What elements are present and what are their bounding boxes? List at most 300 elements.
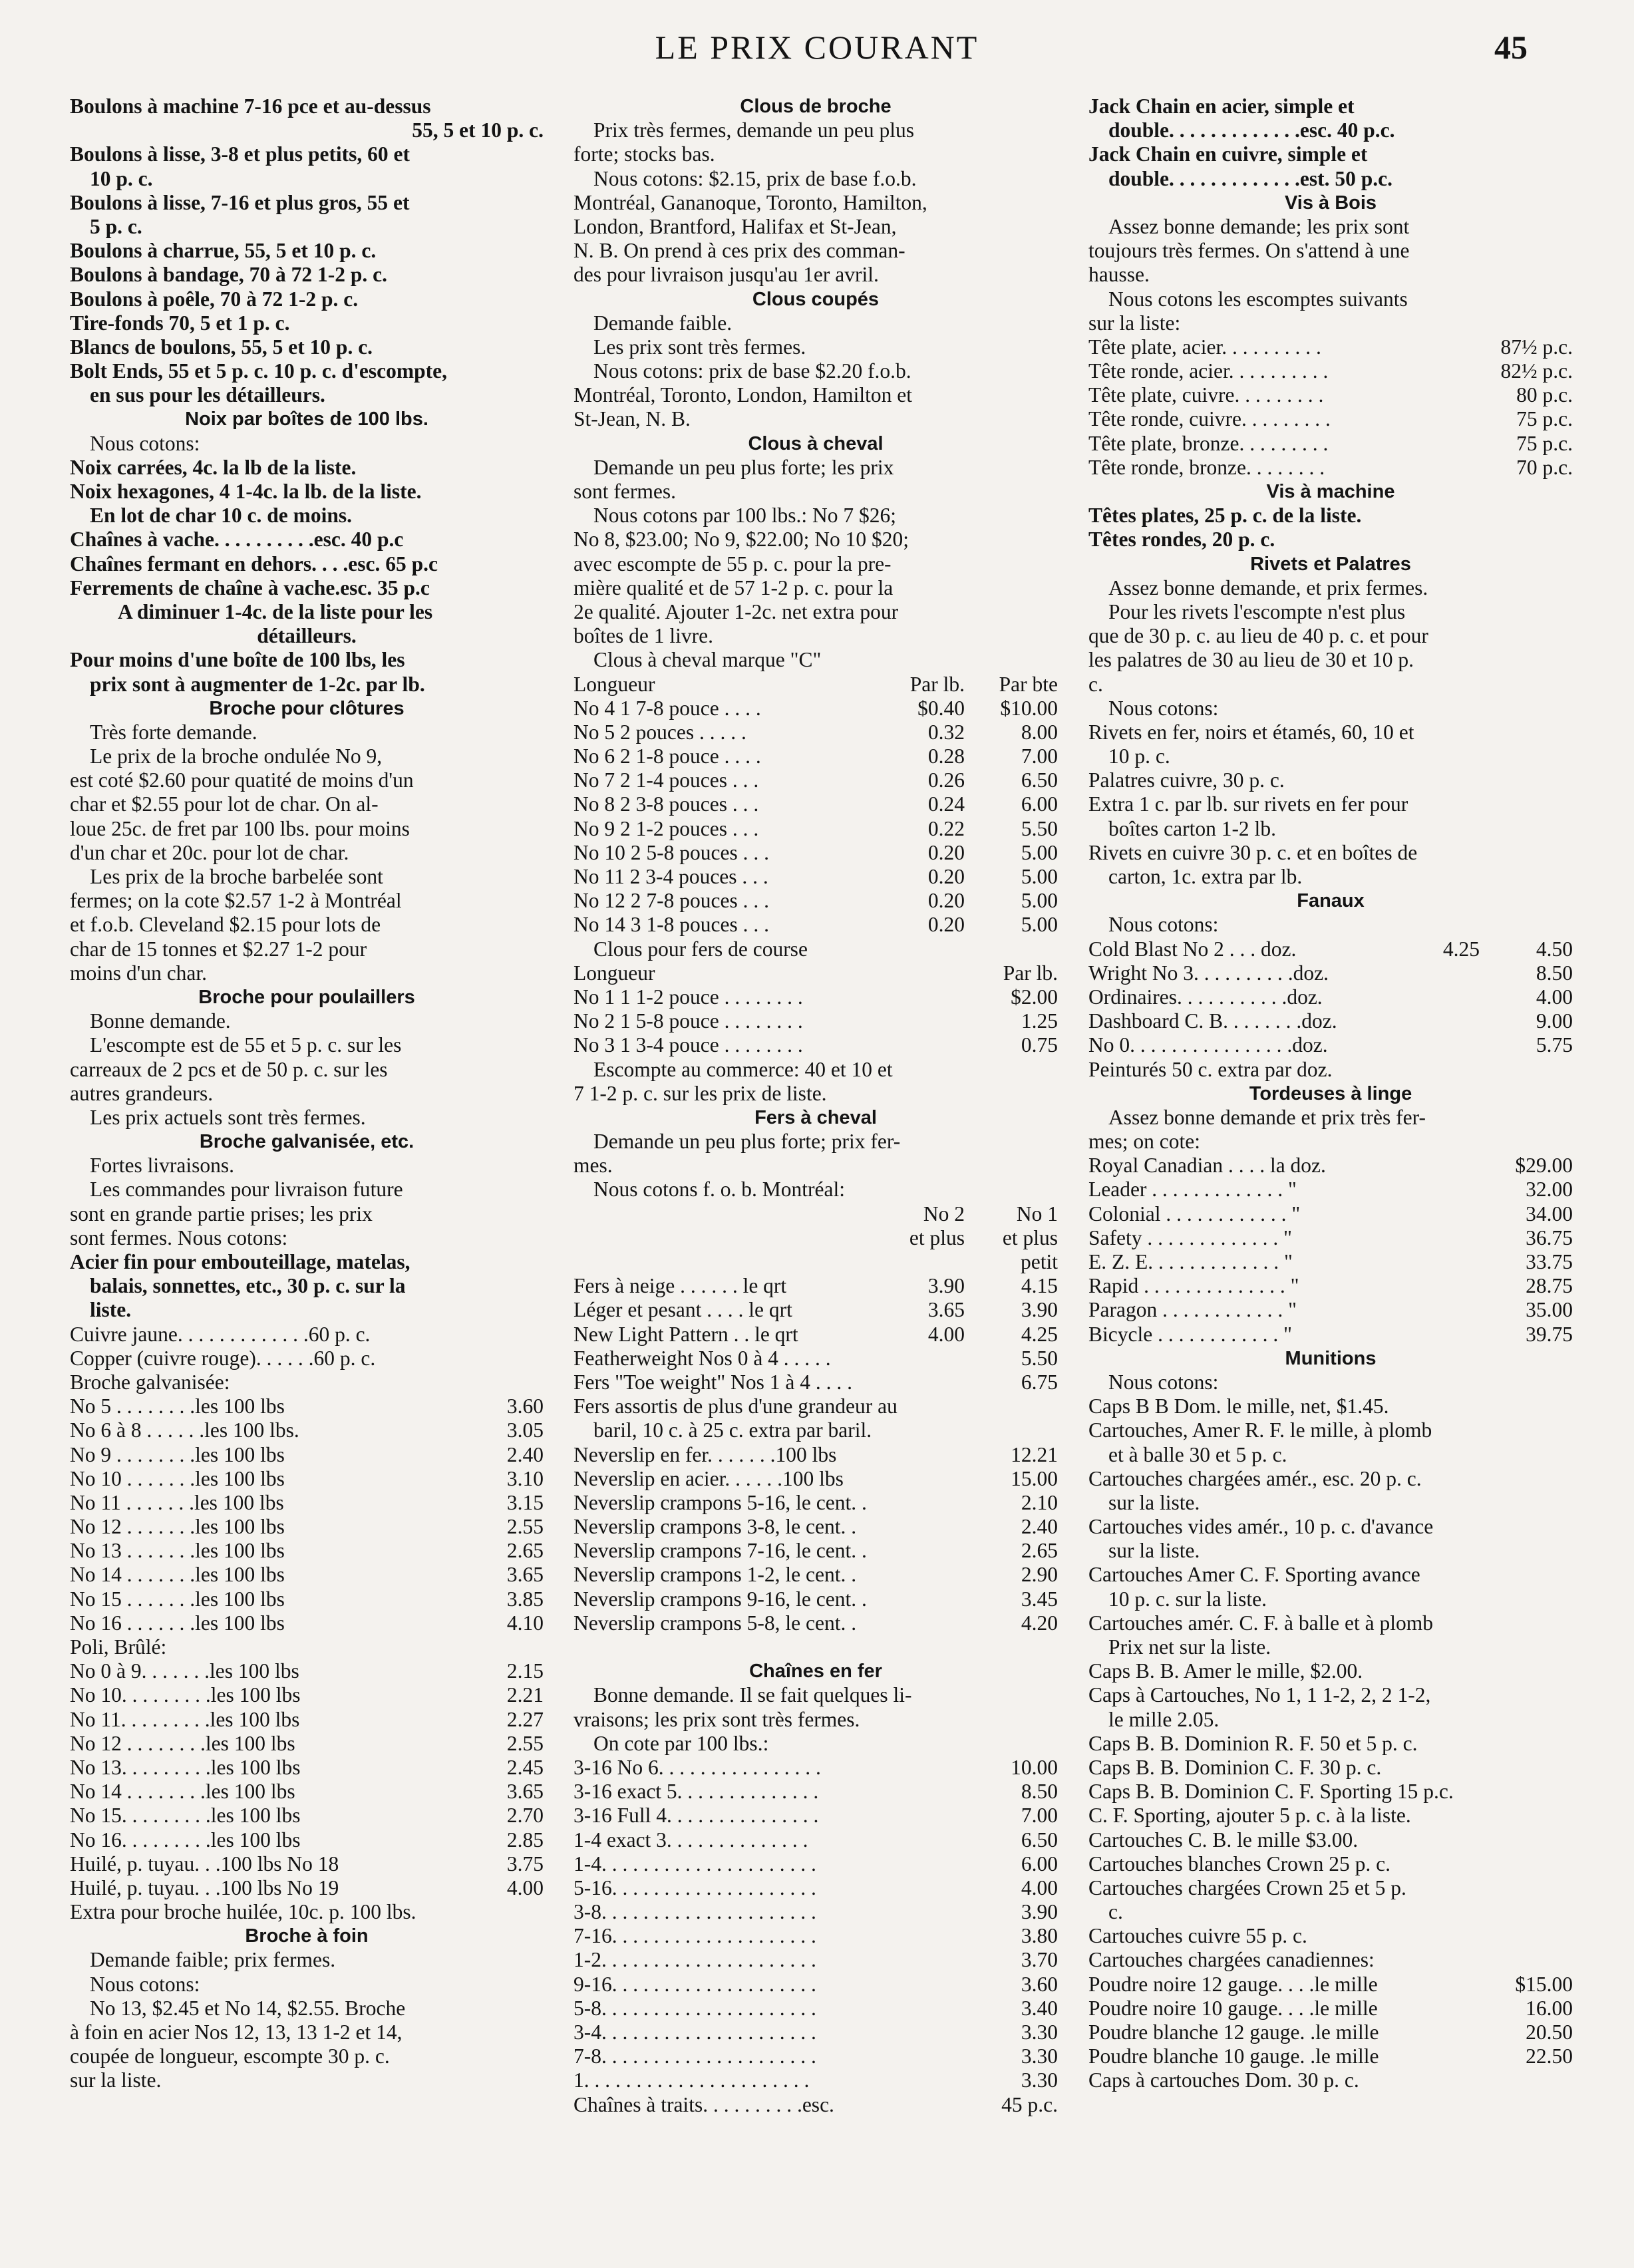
text-line: N. B. On prend à ces prix des comman- (573, 239, 905, 263)
price-value: 75 p.c. (1516, 407, 1573, 431)
text-line: Rivets en cuivre 30 p. c. et en boîtes de (1088, 840, 1418, 864)
item-label: No 5 . . . . . . . .les 100 lbs (70, 1394, 285, 1418)
item-label: Neverslip crampons 5-16, le cent. . (573, 1490, 867, 1514)
text-line: Assez bonne demande et prix très fer- (1108, 1105, 1426, 1129)
price-value: 2.65 (506, 1539, 544, 1563)
price-value-alt: 8.00 (1021, 720, 1058, 744)
item-label: 1. . . . . . . . . . . . . . . . . . . . . . (573, 2068, 810, 2092)
price-row (70, 1732, 544, 1756)
price-value: 2.70 (506, 1804, 544, 1828)
text-line: forte; stocks bas. (573, 142, 715, 166)
text-line: Copper (cuivre rouge). . . . . .60 p. c. (70, 1346, 376, 1370)
item-label: 3-16 exact 5. . . . . . . . . . . . . . (573, 1780, 819, 1804)
item-label: No 0. . . . . . . . . . . . . . . .doz. (1088, 1033, 1328, 1057)
text-line: Noix carrées, 4c. la lb de la liste. (70, 455, 357, 479)
text-line: avec escompte de 55 p. c. pour la pre- (573, 552, 892, 575)
item-label: No 12 . . . . . . . .les 100 lbs (70, 1731, 295, 1755)
text-line: 55, 5 et 10 p. c. (412, 118, 544, 142)
text-line: Nous cotons: (1108, 1370, 1219, 1394)
text-line: Le prix de la broche ondulée No 9, (90, 744, 383, 768)
item-label: Chaînes à traits. . . . . . . . . .esc. (573, 2092, 834, 2116)
item-label: Tête ronde, acier. . . . . . . . . . (1088, 359, 1329, 383)
price-row (573, 913, 1058, 937)
price-row (1088, 2021, 1573, 2044)
text-line: loue 25c. de fret par 100 lbs. pour moins (70, 816, 410, 840)
price-value: 3.70 (1021, 1948, 1058, 1972)
price-row (70, 1804, 544, 1828)
price-row (573, 1033, 1058, 1057)
section-heading: Munitions (1285, 1347, 1377, 1369)
price-row (573, 697, 1058, 721)
item-label: 3-4. . . . . . . . . . . . . . . . . . . . . (573, 2021, 816, 2044)
price-row (1088, 1323, 1573, 1347)
price-row (1088, 335, 1573, 359)
text-line: sur la liste: (1088, 311, 1181, 335)
price-row (573, 1009, 1058, 1033)
text-line: Assez bonne demande, et prix fermes. (1108, 575, 1428, 599)
text-line: double. . . . . . . . . . . . .est. 50 p.c. (1108, 166, 1393, 190)
section-heading: Rivets et Palatres (1250, 553, 1411, 575)
text-line: sur la liste. (70, 2068, 162, 2092)
text-line: Très forte demande. (90, 720, 257, 744)
item-label: No 15 . . . . . . .les 100 lbs (70, 1587, 285, 1611)
text-line: Broche galvanisée: (70, 1370, 230, 1394)
price-row (573, 1997, 1058, 2021)
price-row (573, 1973, 1058, 1997)
item-label: No 6 à 8 . . . . . .les 100 lbs. (70, 1418, 299, 1442)
price-row (573, 1587, 1058, 1611)
text-line: 10 p. c. sur la liste. (1108, 1587, 1267, 1611)
item-label: No 6 2 1-8 pouce . . . . (573, 744, 761, 768)
price-row (573, 1250, 1058, 1274)
price-value: 4.00 (927, 1322, 965, 1346)
item-label: No 4 1 7-8 pouce . . . . (573, 696, 761, 720)
price-value: 45 p.c. (1001, 2092, 1058, 2116)
text-line: Nous cotons: (1108, 913, 1219, 937)
text-line: carton, 1c. extra par lb. (1108, 865, 1303, 888)
text-line: Boulons à lisse, 3-8 et plus petits, 60 et (70, 142, 410, 166)
text-line: Cartouches cuivre 55 p. c. (1088, 1924, 1307, 1948)
text-line: Montréal, Toronto, London, Hamilton et (573, 383, 913, 407)
price-value-alt: 5.00 (1021, 913, 1058, 937)
price-row (1088, 1298, 1573, 1322)
column-left (70, 94, 544, 2093)
text-line: 5 p. c. (90, 214, 142, 238)
price-row (70, 1394, 544, 1418)
text-line: Montréal, Gananoque, Toronto, Hamilton, (573, 190, 927, 214)
price-value: 22.50 (1526, 2044, 1573, 2068)
price-row (573, 1347, 1058, 1371)
item-label: No 13. . . . . . . . .les 100 lbs (70, 1755, 301, 1779)
price-value: 5.50 (1021, 1346, 1058, 1370)
text-line: autres grandeurs. (70, 1081, 214, 1105)
section-heading: Tordeuses à linge (1249, 1082, 1412, 1104)
price-value: 4.20 (1021, 1611, 1058, 1635)
item-label: New Light Pattern . . le qrt (573, 1322, 798, 1346)
text-line: sont en grande partie prises; les prix (70, 1202, 373, 1225)
text-line: sont fermes. Nous cotons: (70, 1225, 288, 1249)
section-heading: Broche pour clôtures (209, 697, 405, 719)
price-row (573, 1780, 1058, 1804)
price-row (1088, 432, 1573, 456)
price-value: 16.00 (1526, 1996, 1573, 2020)
price-row (1088, 1250, 1573, 1274)
price-row (70, 1756, 544, 1780)
price-row (573, 817, 1058, 841)
price-row (70, 1563, 544, 1587)
item-label (573, 1202, 865, 1226)
price-value: 0.32 (927, 720, 965, 744)
price-row (1088, 383, 1573, 407)
item-label: Cold Blast No 2 . . . doz. (1088, 937, 1297, 961)
price-row (573, 961, 1058, 985)
price-value: 82½ p.c. (1500, 359, 1573, 383)
price-row (1088, 985, 1573, 1009)
price-value: 0.20 (927, 865, 965, 888)
item-label: No 16. . . . . . . . .les 100 lbs (70, 1828, 301, 1852)
price-row (573, 1948, 1058, 1972)
text-line: Cartouches chargées amér., esc. 20 p. c. (1088, 1466, 1422, 1490)
item-label: E. Z. E. . . . . . . . . . . . . " (1088, 1250, 1293, 1273)
price-row (573, 673, 1058, 697)
item-label: Featherweight Nos 0 à 4 . . . . . (573, 1346, 831, 1370)
text-line: Nous cotons: prix de base $2.20 f.o.b. (593, 359, 911, 383)
price-row (1088, 407, 1573, 431)
text-line: et f.o.b. Cleveland $2.15 pour lots de (70, 913, 381, 937)
text-line: Palatres cuivre, 30 p. c. (1088, 768, 1285, 792)
text-line: Nous cotons: (90, 431, 200, 455)
text-line: Extra 1 c. par lb. sur rivets en fer pour (1088, 792, 1408, 816)
text-line: 7 1-2 p. c. sur les prix de liste. (573, 1081, 827, 1105)
item-label: No 2 1 5-8 pouce . . . . . . . . (573, 1009, 803, 1033)
text-line: toujours très fermes. On s'attend à une (1088, 239, 1410, 263)
price-row (1088, 1226, 1573, 1250)
text-line: Tire-fonds 70, 5 et 1 p. c. (70, 311, 290, 335)
price-value: 0.75 (1021, 1033, 1058, 1057)
price-value-alt: 5.00 (1021, 889, 1058, 913)
price-row (573, 1852, 1058, 1876)
item-label: No 0 à 9. . . . . . .les 100 lbs (70, 1659, 299, 1683)
price-value: 0.22 (927, 816, 965, 840)
text-line: Pour moins d'une boîte de 100 lbs, les (70, 648, 405, 672)
section-heading: Fers à cheval (754, 1106, 877, 1128)
text-line: Têtes plates, 25 p. c. de la liste. (1088, 504, 1362, 528)
price-row (573, 865, 1058, 889)
text-line: d'un char et 20c. pour lot de char. (70, 840, 349, 864)
price-value: 0.28 (927, 744, 965, 768)
item-label: No 14 3 1-8 pouces . . . (573, 913, 769, 937)
item-label: Ordinaires. . . . . . . . . . .doz. (1088, 985, 1323, 1009)
page-header (0, 28, 1634, 75)
price-row (1088, 1973, 1573, 1997)
item-label: Poudre noire 10 gauge. . . .le mille (1088, 1996, 1378, 2020)
text-line: Acier fin pour embouteillage, matelas, (70, 1250, 410, 1273)
price-row (573, 1298, 1058, 1322)
text-line: Prix net sur la liste. (1108, 1635, 1271, 1659)
price-row (1088, 1202, 1573, 1226)
text-line: Cartouches amér. C. F. à balle et à plomb (1088, 1611, 1433, 1635)
text-line: Têtes rondes, 20 p. c. (1088, 528, 1275, 552)
section-heading: Broche galvanisée, etc. (199, 1131, 414, 1153)
item-label: Longueur (573, 672, 655, 696)
text-line: vraisons; les prix sont très fermes. (573, 1707, 860, 1731)
item-label: Tête ronde, bronze. . . . . . . . (1088, 455, 1325, 479)
text-line: Nous cotons: $2.15, prix de base f.o.b. (593, 166, 917, 190)
price-value: 70 p.c. (1516, 455, 1573, 479)
section-heading: Noix par boîtes de 100 lbs. (185, 408, 428, 430)
price-value: $2.00 (1011, 985, 1058, 1009)
text-line: char et $2.55 pour lot de char. On al- (70, 792, 379, 816)
price-row (70, 1828, 544, 1852)
text-line: Les prix sont très fermes. (593, 335, 806, 359)
text-line: Caps à cartouches Dom. 30 p. c. (1088, 2068, 1359, 2092)
text-line: sur la liste. (1108, 1490, 1200, 1514)
price-value: 0.20 (927, 913, 965, 937)
text-line: Demande un peu plus forte; les prix (593, 455, 894, 479)
price-row (573, 768, 1058, 792)
price-value: 4.10 (506, 1611, 544, 1635)
text-line: Boulons à bandage, 70 à 72 1-2 p. c. (70, 263, 387, 287)
text-line: hausse. (1088, 263, 1150, 287)
price-value-alt: 5.00 (1021, 840, 1058, 864)
price-row (70, 1852, 544, 1876)
text-line: Nous cotons les escomptes suivants (1108, 287, 1408, 311)
text-line: sont fermes. (573, 480, 676, 503)
price-value-alt: 4.15 (1021, 1274, 1058, 1298)
text-line: Chaînes à vache. . . . . . . . . .esc. 40 p.c (70, 528, 404, 552)
price-row (1088, 1154, 1573, 1178)
text-line: mes. (573, 1154, 613, 1178)
text-line: Demande faible. (593, 311, 733, 335)
item-label: Tête plate, bronze. . . . . . . . . (1088, 431, 1329, 455)
text-line: Jack Chain en acier, simple et (1088, 94, 1355, 118)
price-value: 3.60 (506, 1394, 544, 1418)
price-value: 33.75 (1526, 1250, 1573, 1273)
text-line: Boulons à lisse, 7-16 et plus gros, 55 et (70, 190, 410, 214)
item-label: Poudre noire 12 gauge. . . .le mille (1088, 1972, 1378, 1996)
item-label: No 11 2 3-4 pouces . . . (573, 865, 768, 888)
item-label: Léger et pesant . . . . le qrt (573, 1298, 792, 1322)
section-heading: Vis à machine (1266, 481, 1395, 502)
item-label: Safety . . . . . . . . . . . . . " (1088, 1225, 1292, 1249)
price-row (573, 1924, 1058, 1948)
price-value: 8.50 (1536, 961, 1573, 985)
price-value: 2.85 (506, 1828, 544, 1852)
price-value-alt: 4.50 (1536, 937, 1573, 961)
price-row (70, 1708, 544, 1732)
text-line: Escompte au commerce: 40 et 10 et (593, 1057, 893, 1081)
section-heading: Clous de broche (740, 96, 892, 117)
price-row (1088, 1033, 1573, 1057)
text-line: Clous à cheval marque "C" (593, 648, 822, 672)
price-value-alt: 6.50 (1021, 768, 1058, 792)
price-row (70, 1418, 544, 1442)
text-line: char de 15 tonnes et $2.27 1-2 pour (70, 937, 367, 961)
item-label: 5-8. . . . . . . . . . . . . . . . . . . . . (573, 1996, 816, 2020)
text-line: L'escompte est de 55 et 5 p. c. sur les (90, 1033, 402, 1057)
price-row (573, 1371, 1058, 1394)
item-label: Neverslip crampons 7-16, le cent. . (573, 1539, 867, 1563)
price-row (573, 1900, 1058, 1924)
price-value: 3.80 (1021, 1924, 1058, 1948)
price-value: 39.75 (1526, 1322, 1573, 1346)
price-value: 0.20 (927, 840, 965, 864)
price-row (573, 1828, 1058, 1852)
price-value: 3.90 (927, 1274, 965, 1298)
text-line: Caps B B Dom. le mille, net, $1.45. (1088, 1394, 1389, 1418)
item-label: Fers à neige . . . . . . le qrt (573, 1274, 787, 1298)
text-line: Peinturés 50 c. extra par doz. (1088, 1057, 1333, 1081)
item-label: Bicycle . . . . . . . . . . . . " (1088, 1322, 1292, 1346)
item-label: No 12 2 7-8 pouces . . . (573, 889, 769, 913)
price-value: 0.20 (927, 889, 965, 913)
item-label: Huilé, p. tuyau. . .100 lbs No 18 (70, 1852, 339, 1875)
text-line: Ferrements de chaîne à vache.esc. 35 p.c (70, 575, 430, 599)
price-value: 2.45 (506, 1755, 544, 1779)
text-line: coupée de longueur, escompte 30 p. c. (70, 2044, 390, 2068)
item-label: 1-4 exact 3. . . . . . . . . . . . . . (573, 1828, 808, 1852)
price-value: 4.25 (1442, 937, 1480, 961)
text-line: fermes; on la cote $2.57 1-2 à Montréal (70, 889, 402, 913)
text-line: Bolt Ends, 55 et 5 p. c. 10 p. c. d'escompte, (70, 359, 447, 383)
price-value-alt: 5.50 (1021, 816, 1058, 840)
price-value: 2.10 (1021, 1490, 1058, 1514)
text-line: C. F. Sporting, ajouter 5 p. c. à la liste. (1088, 1804, 1411, 1828)
price-row (1088, 937, 1573, 961)
text-line: St-Jean, N. B. (573, 407, 691, 431)
item-label: Neverslip crampons 5-8, le cent. . (573, 1611, 857, 1635)
price-value: 2.15 (506, 1659, 544, 1683)
price-row (1088, 961, 1573, 985)
item-label: No 14 . . . . . . . .les 100 lbs (70, 1780, 295, 1804)
price-row (573, 744, 1058, 768)
item-label: No 7 2 1-4 pouces . . . (573, 768, 759, 792)
price-value: 2.55 (506, 1515, 544, 1539)
text-line: Nous cotons par 100 lbs.: No 7 $26; (593, 504, 896, 528)
section-heading: Broche à foin (245, 1925, 369, 1947)
text-line: Boulons à charrue, 55, 5 et 10 p. c. (70, 239, 377, 263)
item-label: No 3 1 3-4 pouce . . . . . . . . (573, 1033, 803, 1057)
text-line: Fers assortis de plus d'une grandeur au (573, 1394, 898, 1418)
price-value: 6.75 (1021, 1370, 1058, 1394)
price-value (865, 1250, 965, 1274)
price-value: 7.00 (1021, 1804, 1058, 1828)
price-value: 2.21 (506, 1683, 544, 1707)
item-label: 7-8. . . . . . . . . . . . . . . . . . . . . (573, 2044, 816, 2068)
text-line: Cartouches, Amer R. F. le mille, à plomb (1088, 1418, 1432, 1442)
price-value-alt: 6.00 (1021, 792, 1058, 816)
price-value: 36.75 (1526, 1225, 1573, 1249)
price-row (573, 2068, 1058, 2092)
section-heading: Clous coupés (752, 288, 880, 310)
price-value: 87½ p.c. (1500, 335, 1573, 359)
text-line: Cartouches C. B. le mille $3.00. (1088, 1828, 1359, 1852)
text-line: Rivets en fer, noirs et étamés, 60, 10 et (1088, 720, 1414, 744)
section-heading: Chaînes en fer (749, 1661, 882, 1683)
price-value: 15.00 (1011, 1466, 1058, 1490)
price-row (573, 889, 1058, 913)
price-row (70, 1443, 544, 1467)
text-line: liste. (90, 1298, 132, 1322)
price-value-alt: 7.00 (1021, 744, 1058, 768)
text-line: Chaînes fermant en dehors. . . .esc. 65 p.c (70, 552, 438, 575)
item-label: Tête plate, cuivre. . . . . . . . . (1088, 383, 1324, 407)
item-label: 5-16. . . . . . . . . . . . . . . . . . . . (573, 1875, 816, 1899)
text-line: double. . . . . . . . . . . . .esc. 40 p.c. (1108, 118, 1395, 142)
item-label: Neverslip crampons 1-2, le cent. . (573, 1563, 857, 1587)
price-value: 6.00 (1021, 1852, 1058, 1875)
price-value: 3.30 (1021, 2021, 1058, 2044)
text-line: balais, sonnettes, etc., 30 p. c. sur la (90, 1274, 406, 1298)
price-row (1088, 456, 1573, 480)
item-label: No 13 . . . . . . .les 100 lbs (70, 1539, 285, 1563)
text-line: Nous cotons f. o. b. Montréal: (593, 1178, 845, 1202)
price-row (1088, 1274, 1573, 1298)
price-value: 2.90 (1021, 1563, 1058, 1587)
text-line: boîtes de 1 livre. (573, 624, 713, 648)
text-line: détailleurs. (257, 624, 357, 648)
text-line: En lot de char 10 c. de moins. (90, 504, 353, 528)
price-row (573, 1539, 1058, 1563)
price-row (573, 1491, 1058, 1515)
price-value: 3.05 (506, 1418, 544, 1442)
price-row (573, 1876, 1058, 1900)
section-heading: Fanaux (1297, 890, 1365, 912)
item-label: No 5 2 pouces . . . . . (573, 720, 746, 744)
price-row (573, 792, 1058, 816)
text-line: Boulons à machine 7-16 pce et au-dessus (70, 94, 431, 118)
price-value: 1.25 (1021, 1009, 1058, 1033)
text-line: Caps B. B. Amer le mille, $2.00. (1088, 1659, 1363, 1683)
price-row (70, 1539, 544, 1563)
price-value: 4.00 (1536, 985, 1573, 1009)
text-line: Cartouches chargées Crown 25 et 5 p. (1088, 1875, 1406, 1899)
price-value: 20.50 (1526, 2021, 1573, 2044)
price-value: 35.00 (1526, 1298, 1573, 1322)
price-value: 3.40 (1021, 1996, 1058, 2020)
price-row (70, 1587, 544, 1611)
text-line: moins d'un char. (70, 961, 208, 985)
item-label: Rapid . . . . . . . . . . . . . . " (1088, 1274, 1299, 1298)
text-line: Demande un peu plus forte; prix fer- (593, 1130, 901, 1154)
text-line: Les prix actuels sont très fermes. (90, 1105, 366, 1129)
text-line: Boulons à poêle, 70 à 72 1-2 p. c. (70, 287, 359, 311)
section-heading: Broche pour poulaillers (198, 986, 415, 1008)
text-line: No 13, $2.45 et No 14, $2.55. Broche (90, 1996, 406, 2020)
text-line: 10 p. c. (90, 166, 153, 190)
price-row (573, 721, 1058, 744)
text-line: et à balle 30 et 5 p. c. (1108, 1442, 1287, 1466)
price-value: 2.40 (1021, 1515, 1058, 1539)
price-value-alt: No 1 (1016, 1202, 1058, 1225)
price-value: 3.65 (506, 1563, 544, 1587)
price-value: 3.65 (927, 1298, 965, 1322)
text-line: Blancs de boulons, 55, 5 et 10 p. c. (70, 335, 373, 359)
item-label: Paragon . . . . . . . . . . . . " (1088, 1298, 1297, 1322)
item-label: Neverslip crampons 3-8, le cent. . (573, 1515, 857, 1539)
price-row (1088, 2044, 1573, 2068)
price-value: 3.65 (506, 1780, 544, 1804)
price-row (70, 1515, 544, 1539)
price-value: No 2 (923, 1202, 965, 1225)
text-line: 2e qualité. Ajouter 1-2c. net extra pour (573, 599, 899, 623)
price-value: 3.30 (1021, 2044, 1058, 2068)
price-row (573, 1467, 1058, 1491)
item-label: Huilé, p. tuyau. . .100 lbs No 19 (70, 1875, 339, 1899)
text-line: à foin en acier Nos 12, 13, 13 1-2 et 14, (70, 2021, 403, 2044)
price-row (70, 1611, 544, 1635)
text-line: Bonne demande. Il se fait quelques li- (593, 1683, 912, 1707)
